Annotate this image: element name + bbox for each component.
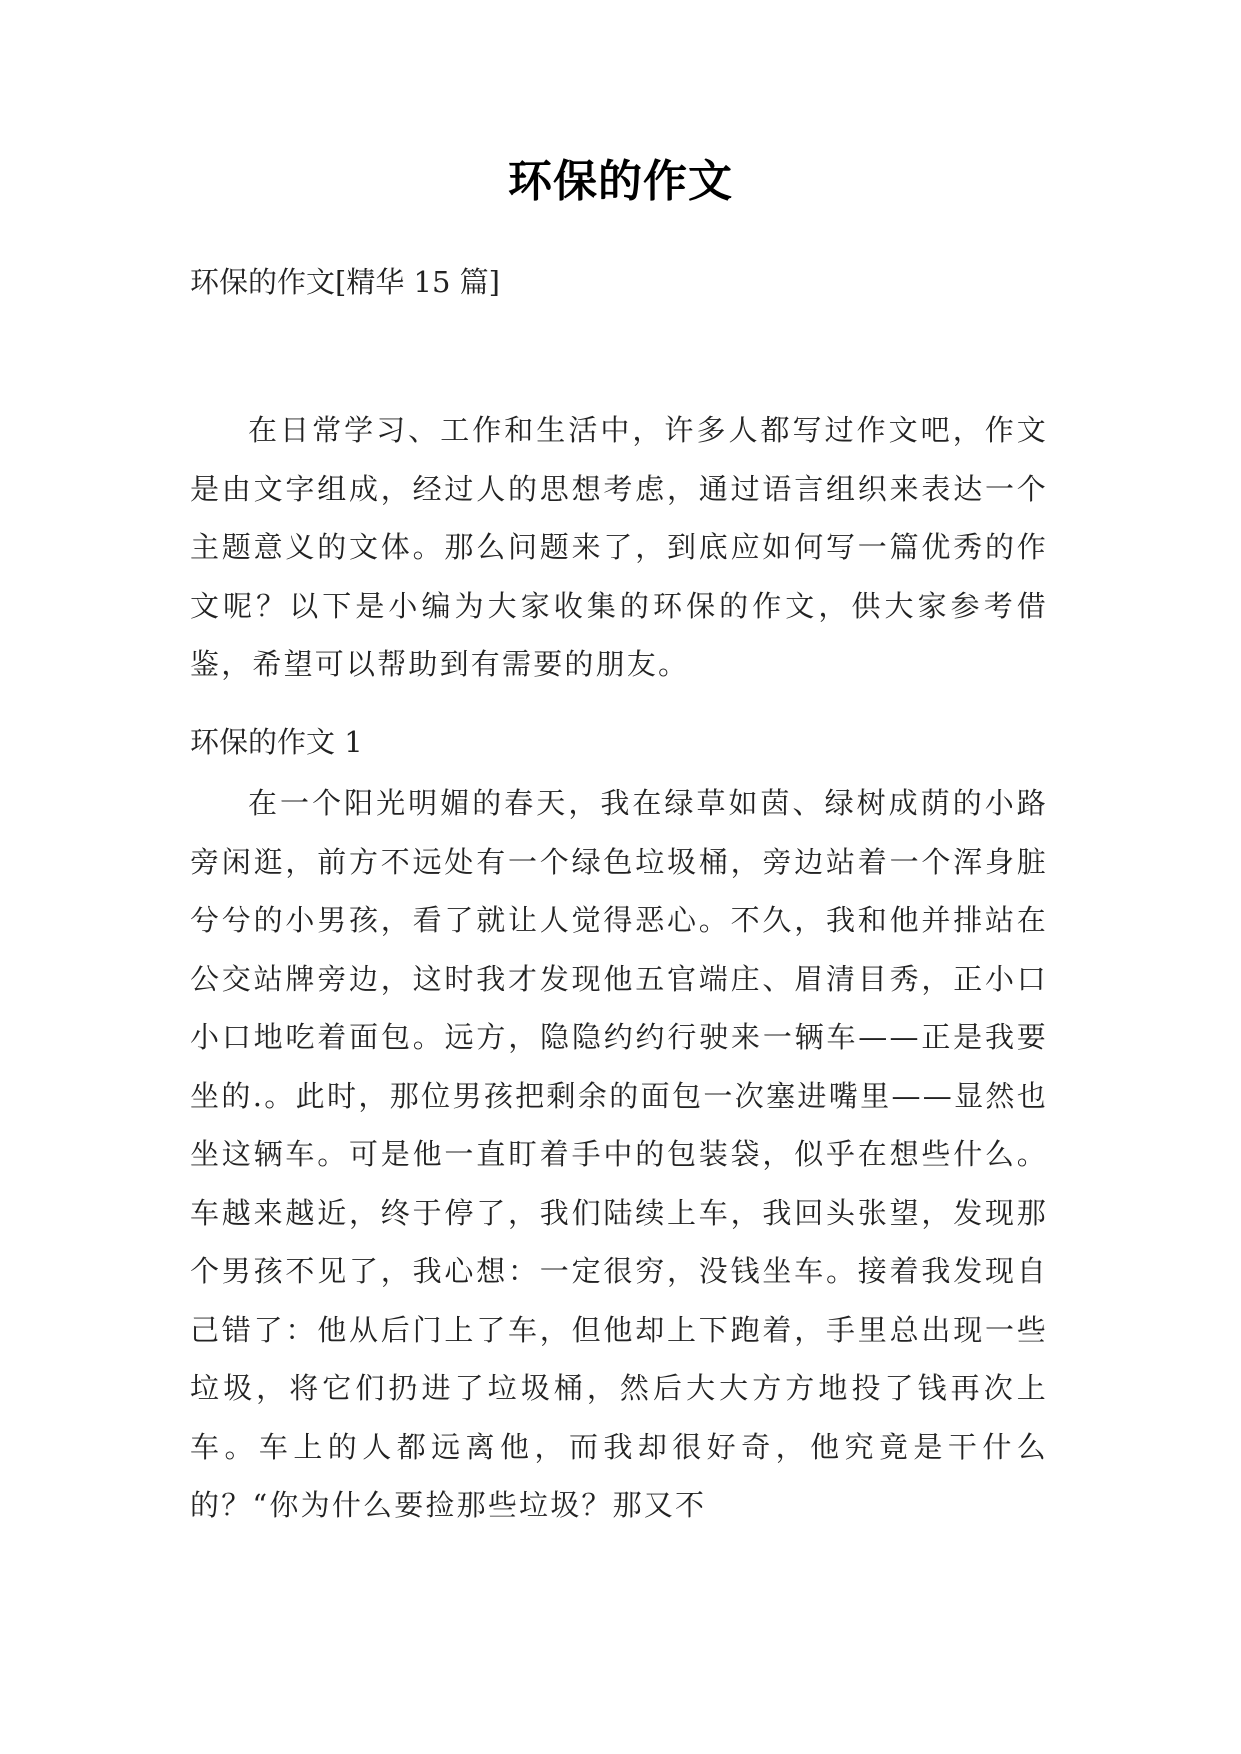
- intro-paragraph: 在日常学习、工作和生活中，许多人都写过作文吧，作文是由文字组成，经过人的思想考虑，通过语言组织来表达一个主题意义的文体。那么问题来了，到底应如何写一篇优秀的作文呢？以下是小编为大家收集的环保的作文，供大家参考借鉴，希望可以帮助到有需要的朋友。: [190, 413, 1048, 681]
- document-subtitle: 环保的作文[精华 15 篇]: [190, 265, 500, 299]
- section-heading: 环保的作文 1: [190, 725, 363, 759]
- essay-paragraph: 在一个阳光明媚的春天，我在绿草如茵、绿树成荫的小路旁闲逛，前方不远处有一个绿色垃圾桶，旁边站着一个浑身脏兮兮的小男孩，看了就让人觉得恶心。不久，我和他并排站在公交站牌旁边，这时我才发现他五官端庄、眉清目秀，正小口小口地吃着面包。远方，隐隐约约行驶来一辆车——正是我要坐的.。此时，那位男孩把剩余的面包一次塞进嘴里——显然也坐这辆车。可是他一直盯着手中的包装袋，似乎在想些什么。车越来越近，终于停了，我们陆续上车，我回头张望，发现那个男孩不见了，我心想：一定很穷，没钱坐车。接着我发现自己错了：他从后门上了车，但他却上下跑着，手里总出现一些垃圾，将它们扔进了垃圾桶，然后大大方方地投了钱再次上车。车上的人都远离他，而我却很好奇，他究竟是干什么的？“你为什么要捡那些垃圾？那又不: [190, 786, 1048, 1522]
- document-title: 环保的作文: [508, 156, 733, 207]
